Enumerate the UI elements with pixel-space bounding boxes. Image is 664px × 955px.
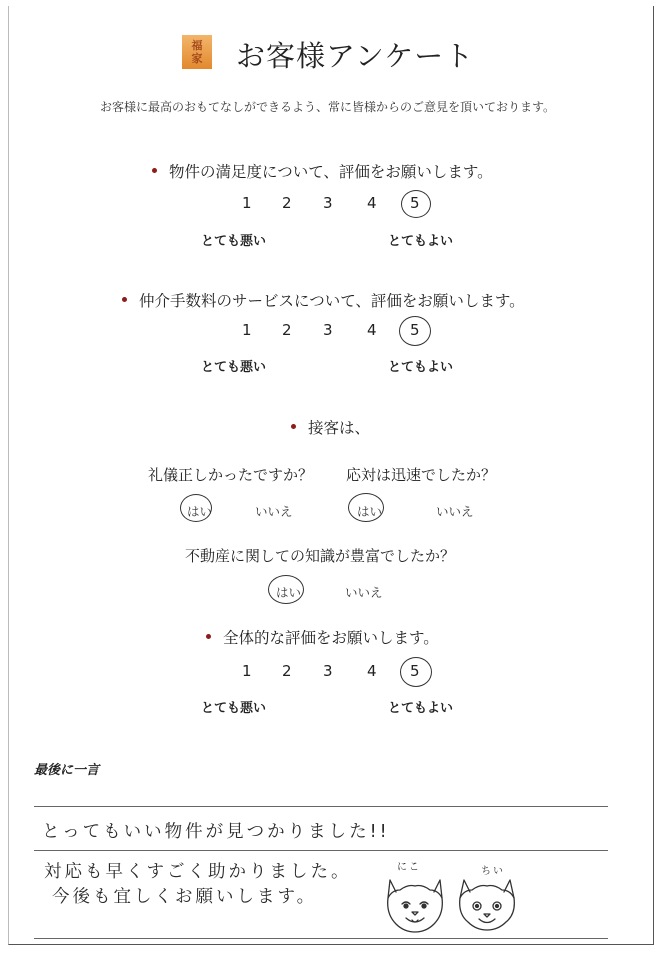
question-customer-service — [291, 416, 370, 438]
rating-option[interactable]: 4 — [367, 662, 377, 680]
comment-line-2: 対応も早くすごく助かりました。 — [44, 862, 352, 882]
dog-drawing-icon — [454, 876, 520, 934]
rating-option[interactable]: 3 — [323, 662, 333, 680]
pet-name-1: にこ — [397, 862, 421, 873]
comment-line-1: とってもいい物件が見つかりました!! — [42, 822, 390, 842]
rating-option[interactable]: 1 — [242, 662, 252, 680]
question-overall-text: 全体的な評価をお願いします。 — [223, 629, 439, 647]
selection-circle — [401, 190, 431, 218]
rating-option[interactable]: 1 — [242, 194, 252, 212]
selection-circle — [400, 657, 432, 687]
rating-option-selected[interactable]: 5 — [410, 662, 420, 680]
rating-option-selected[interactable]: 5 — [410, 321, 420, 339]
bullet-icon — [206, 634, 211, 639]
bullet-icon — [291, 424, 296, 429]
logo-char-top: 福 — [191, 39, 203, 52]
bullet-icon — [122, 297, 127, 302]
rating-option[interactable]: 1 — [242, 321, 252, 339]
sub-question-politeness: 礼儀正しかったですか？ — [148, 466, 314, 484]
pet-name-2: ちい — [481, 866, 505, 877]
question-commission-service — [122, 289, 525, 311]
bullet-icon — [152, 168, 157, 173]
scale-low-label: とても悪い — [201, 234, 267, 249]
final-comment-label: 最後に一言 — [34, 763, 100, 778]
rating-option[interactable]: 4 — [367, 321, 377, 339]
knowledge-yes-option[interactable]: はい — [276, 585, 302, 600]
question-commission-text: 仲介手数料のサービスについて、評価をお願いします。 — [139, 292, 525, 310]
politeness-no-option[interactable]: いいえ — [255, 504, 293, 519]
question-customer-service-text: 接客は、 — [308, 419, 371, 437]
rating-option[interactable]: 2 — [282, 662, 292, 680]
rating-option[interactable]: 2 — [282, 194, 292, 212]
scale-low-label: とても悪い — [201, 360, 267, 375]
sub-question-promptness: 応対は迅速でしたか？ — [346, 466, 497, 484]
rating-option[interactable]: 2 — [282, 321, 292, 339]
knowledge-no-option[interactable]: いいえ — [345, 585, 383, 600]
logo-char-bottom: 家 — [191, 52, 203, 65]
question-satisfaction-text: 物件の満足度について、評価をお願いします。 — [169, 163, 493, 181]
selection-circle — [348, 493, 384, 522]
rating-option[interactable]: 3 — [323, 321, 333, 339]
scale-high-label: とてもよい — [388, 701, 454, 716]
scale-low-label: とても悪い — [201, 701, 267, 716]
selection-circle — [268, 575, 304, 604]
survey-sheet — [8, 6, 654, 945]
page-subtitle: お客様に最高のおもてなしができるよう、常に皆様からのご意見を頂いております。 — [100, 100, 556, 114]
politeness-yes-option[interactable]: はい — [187, 504, 213, 519]
company-logo — [182, 35, 212, 69]
comment-line — [34, 938, 608, 939]
scale-high-label: とてもよい — [388, 234, 454, 249]
selection-circle — [180, 494, 212, 522]
comment-line — [34, 850, 608, 851]
dog-drawing-icon — [382, 874, 448, 936]
comment-line — [34, 806, 608, 807]
promptness-no-option[interactable]: いいえ — [436, 504, 474, 519]
promptness-yes-option[interactable]: はい — [357, 504, 383, 519]
selection-circle — [399, 316, 431, 346]
sub-question-knowledge: 不動産に関しての知識が豊富でしたか？ — [185, 547, 456, 565]
question-satisfaction — [152, 160, 493, 182]
question-overall-rating — [206, 626, 439, 648]
rating-option-selected[interactable]: 5 — [410, 194, 420, 212]
comment-line-3: 今後も宜しくお願いします。 — [52, 887, 318, 907]
scale-high-label: とてもよい — [388, 360, 454, 375]
rating-option[interactable]: 3 — [323, 194, 333, 212]
page-title: お客様アンケート — [236, 39, 475, 73]
rating-option[interactable]: 4 — [367, 194, 377, 212]
